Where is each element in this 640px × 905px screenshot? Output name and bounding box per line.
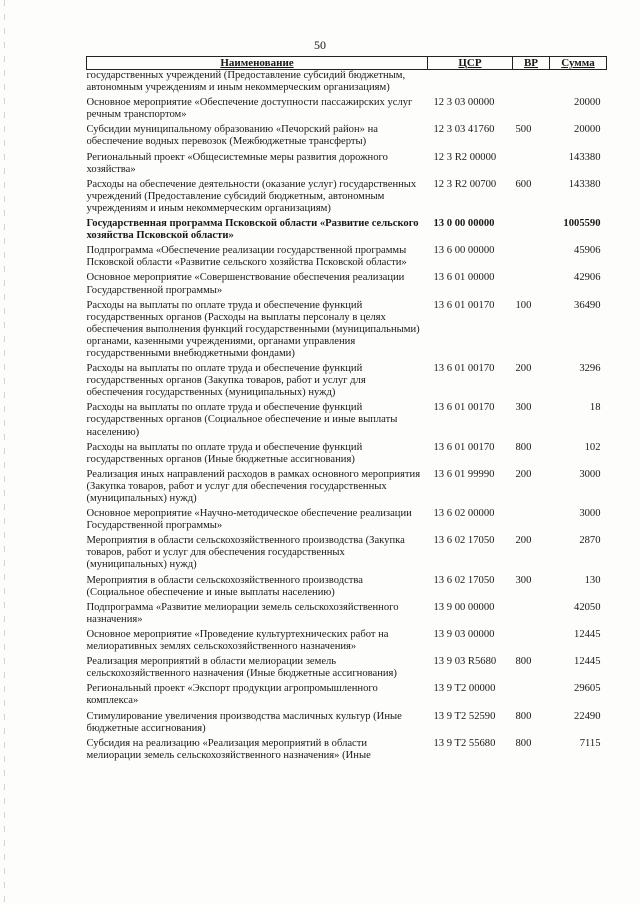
cell-sum: 143380 bbox=[568, 151, 601, 163]
cell-name: Расходы на выплаты по оплате труда и обеспечение функций государственных органов (Иные бюджетные ассигнования) bbox=[86, 441, 363, 465]
cell-sum: 3296 bbox=[579, 363, 601, 375]
cell-csr: 13 9 T2 52590 bbox=[433, 710, 496, 722]
cell-sum: 130 bbox=[584, 574, 601, 586]
cell-vr bbox=[513, 242, 550, 269]
column-header-name: Наименование bbox=[87, 57, 428, 70]
cell-vr: 200 bbox=[515, 363, 532, 375]
cell-name: Основное мероприятие «Научно-методическое обеспечение реализации Государственной программы» bbox=[86, 508, 412, 532]
table-row bbox=[87, 121, 607, 148]
scan-edge-artifact bbox=[4, 0, 5, 905]
cell-csr bbox=[428, 70, 513, 95]
cell-name: Мероприятия в области сельскохозяйственного производства (Закупка товаров, работ и услуг для обеспечения государственных (муниципальных) нужд) bbox=[86, 535, 405, 571]
cell-name: Расходы на выплаты по оплате труда и обеспечение функций государственных органов (Социальное обеспечение и иные выплаты населению) bbox=[86, 402, 398, 438]
cell-csr: 12 3 R2 00700 bbox=[433, 178, 497, 190]
cell-vr bbox=[513, 215, 550, 242]
cell-csr: 13 9 T2 00000 bbox=[433, 683, 496, 695]
cell-sum bbox=[550, 70, 607, 95]
table-row bbox=[87, 176, 607, 215]
cell-name: Расходы на выплаты по оплате труда и обеспечение функций государственных органов (Закупка товаров, работ и услуг для обеспечения государственных (муниципальных) нужд) bbox=[86, 363, 366, 399]
cell-csr: 13 6 01 00170 bbox=[433, 299, 495, 311]
table-row bbox=[87, 94, 607, 121]
cell-sum: 7115 bbox=[579, 737, 601, 749]
cell-vr: 600 bbox=[515, 178, 532, 190]
cell-csr: 13 6 01 00170 bbox=[433, 441, 495, 453]
table-row bbox=[87, 572, 607, 599]
table-row bbox=[87, 505, 607, 532]
cell-vr: 200 bbox=[515, 535, 532, 547]
cell-sum: 12445 bbox=[574, 628, 601, 640]
cell-vr: 800 bbox=[515, 656, 532, 668]
table-row bbox=[87, 466, 607, 505]
cell-name: Основное мероприятие «Обеспечение доступности пассажирских услуг речным транспортом» bbox=[86, 97, 413, 121]
page-number: 50 bbox=[314, 38, 326, 52]
cell-sum: 102 bbox=[584, 441, 601, 453]
budget-table bbox=[86, 56, 606, 762]
cell-sum: 2870 bbox=[579, 535, 601, 547]
table-row bbox=[87, 360, 607, 399]
cell-sum: 12445 bbox=[574, 656, 601, 668]
cell-sum: 20000 bbox=[574, 124, 601, 136]
cell-csr: 13 0 00 00000 bbox=[433, 218, 495, 230]
cell-csr: 13 6 00 00000 bbox=[433, 245, 495, 257]
cell-csr: 13 9 03 R5680 bbox=[433, 656, 497, 668]
cell-vr: 800 bbox=[515, 441, 532, 453]
cell-csr: 13 9 T2 55680 bbox=[433, 737, 496, 749]
cell-name: Мероприятия в области сельскохозяйственного производства (Социальное обеспечение и иные выплаты населению) bbox=[86, 574, 363, 598]
table-row bbox=[87, 735, 607, 762]
cell-vr bbox=[513, 269, 550, 296]
cell-name: Субсидия на реализацию «Реализация мероприятий в области мелиорации земель сельскохозяйственного назначения» (Иные bbox=[86, 737, 371, 761]
cell-csr: 13 9 00 00000 bbox=[433, 601, 495, 613]
cell-vr bbox=[513, 149, 550, 176]
cell-sum: 18 bbox=[589, 402, 601, 414]
cell-sum: 22490 bbox=[574, 710, 601, 722]
column-header-sum: Сумма bbox=[550, 57, 607, 70]
cell-vr bbox=[513, 626, 550, 653]
cell-csr: 12 3 R2 00000 bbox=[433, 151, 497, 163]
table-row bbox=[87, 399, 607, 438]
table-header-row bbox=[87, 57, 607, 70]
cell-name: Основное мероприятие «Совершенствование обеспечения реализации Государственной программы» bbox=[86, 272, 405, 296]
table-row bbox=[87, 149, 607, 176]
table-row bbox=[87, 653, 607, 680]
cell-name: государственных учреждений (Предоставление субсидий бюджетным, автономным учреждениям и иным некоммерческим организациям) bbox=[86, 70, 406, 94]
cell-name: Региональный проект «Общесистемные меры развития дорожного хозяйства» bbox=[86, 151, 388, 175]
cell-csr: 13 6 02 17050 bbox=[433, 535, 495, 547]
cell-sum: 1005590 bbox=[563, 218, 601, 230]
cell-vr bbox=[513, 680, 550, 707]
cell-name: Стимулирование увеличения производства масличных культур (Иные бюджетные ассигнования) bbox=[86, 710, 402, 734]
cell-name: Подпрограмма «Обеспечение реализации государственной программы Псковской области «Развитие сельского хозяйства Псковской области» bbox=[86, 245, 407, 269]
column-header-vr: ВР bbox=[513, 57, 550, 70]
cell-csr: 12 3 03 00000 bbox=[433, 97, 495, 109]
cell-vr: 300 bbox=[515, 402, 532, 414]
cell-name: Расходы на выплаты по оплате труда и обеспечение функций государственных органов (Расходы на выплаты персоналу в целях обеспечения выполнения функций государственными (муниципальными) органами, казенными учреждениями, органами управления государственными внебюджетными фондами) bbox=[86, 299, 420, 359]
cell-csr: 13 6 02 17050 bbox=[433, 574, 495, 586]
cell-name: Реализация мероприятий в области мелиорации земель сельскохозяйственного назначения (Иные бюджетные ассигнования) bbox=[86, 656, 397, 680]
cell-vr: 100 bbox=[515, 299, 532, 311]
cell-sum: 42050 bbox=[574, 601, 601, 613]
cell-csr: 13 6 01 00170 bbox=[433, 402, 495, 414]
cell-vr: 800 bbox=[515, 737, 532, 749]
cell-sum: 45906 bbox=[574, 245, 601, 257]
table-row bbox=[87, 439, 607, 466]
cell-name: Основное мероприятие «Проведение культуртехнических работ на мелиоративных землях сельскохозяйственного назначения» bbox=[86, 628, 389, 653]
table-row bbox=[87, 297, 607, 360]
cell-sum: 36490 bbox=[574, 299, 601, 311]
cell-sum: 3000 bbox=[579, 468, 601, 480]
cell-csr: 13 6 02 00000 bbox=[433, 508, 495, 520]
cell-name: Реализация иных направлений расходов в рамках основного мероприятия (Закупка товаров, работ и услуг для обеспечения государственных (муниципальных) нужд) bbox=[86, 468, 421, 504]
cell-sum: 20000 bbox=[574, 97, 601, 109]
table-row bbox=[87, 532, 607, 571]
cell-vr bbox=[513, 505, 550, 532]
cell-vr bbox=[513, 70, 550, 95]
cell-sum: 143380 bbox=[568, 178, 601, 190]
table-row bbox=[87, 242, 607, 269]
cell-name: Расходы на обеспечение деятельности (оказание услуг) государственных учреждений (Предоставление субсидий бюджетным, автономным учреждениям и иным некоммерческим организациям) bbox=[86, 178, 417, 214]
table-row bbox=[87, 70, 607, 95]
cell-vr bbox=[513, 94, 550, 121]
table-row bbox=[87, 269, 607, 296]
cell-csr: 13 6 01 00000 bbox=[433, 272, 495, 284]
cell-vr bbox=[513, 599, 550, 626]
cell-sum: 3000 bbox=[579, 508, 601, 520]
cell-sum: 42906 bbox=[574, 272, 601, 284]
cell-csr: 13 9 03 00000 bbox=[433, 628, 495, 640]
cell-sum: 29605 bbox=[574, 683, 601, 695]
cell-name: Региональный проект «Экспорт продукции агропромышленного комплекса» bbox=[86, 683, 378, 707]
cell-vr: 800 bbox=[515, 710, 532, 722]
table-row bbox=[87, 626, 607, 653]
cell-name: Подпрограмма «Развитие мелиорации земель сельскохозяйственного назначения» bbox=[86, 601, 399, 625]
column-header-csr: ЦСР bbox=[428, 57, 513, 70]
cell-vr: 300 bbox=[515, 574, 532, 586]
table-row bbox=[87, 680, 607, 707]
table-body bbox=[87, 70, 607, 762]
cell-csr: 13 6 01 00170 bbox=[433, 363, 495, 375]
table-row bbox=[87, 599, 607, 626]
cell-name: Государственная программа Псковской области «Развитие сельского хозяйства Псковской области» bbox=[86, 218, 419, 242]
cell-vr: 500 bbox=[515, 124, 532, 136]
cell-name: Субсидии муниципальному образованию «Печорский район» на обеспечение водных перевозок (Межбюджетные трансферты) bbox=[86, 124, 378, 148]
cell-csr: 12 3 03 41760 bbox=[433, 124, 495, 136]
table-row bbox=[87, 708, 607, 735]
cell-csr: 13 6 01 99990 bbox=[433, 468, 495, 480]
table-row bbox=[87, 215, 607, 242]
cell-vr: 200 bbox=[515, 468, 532, 480]
